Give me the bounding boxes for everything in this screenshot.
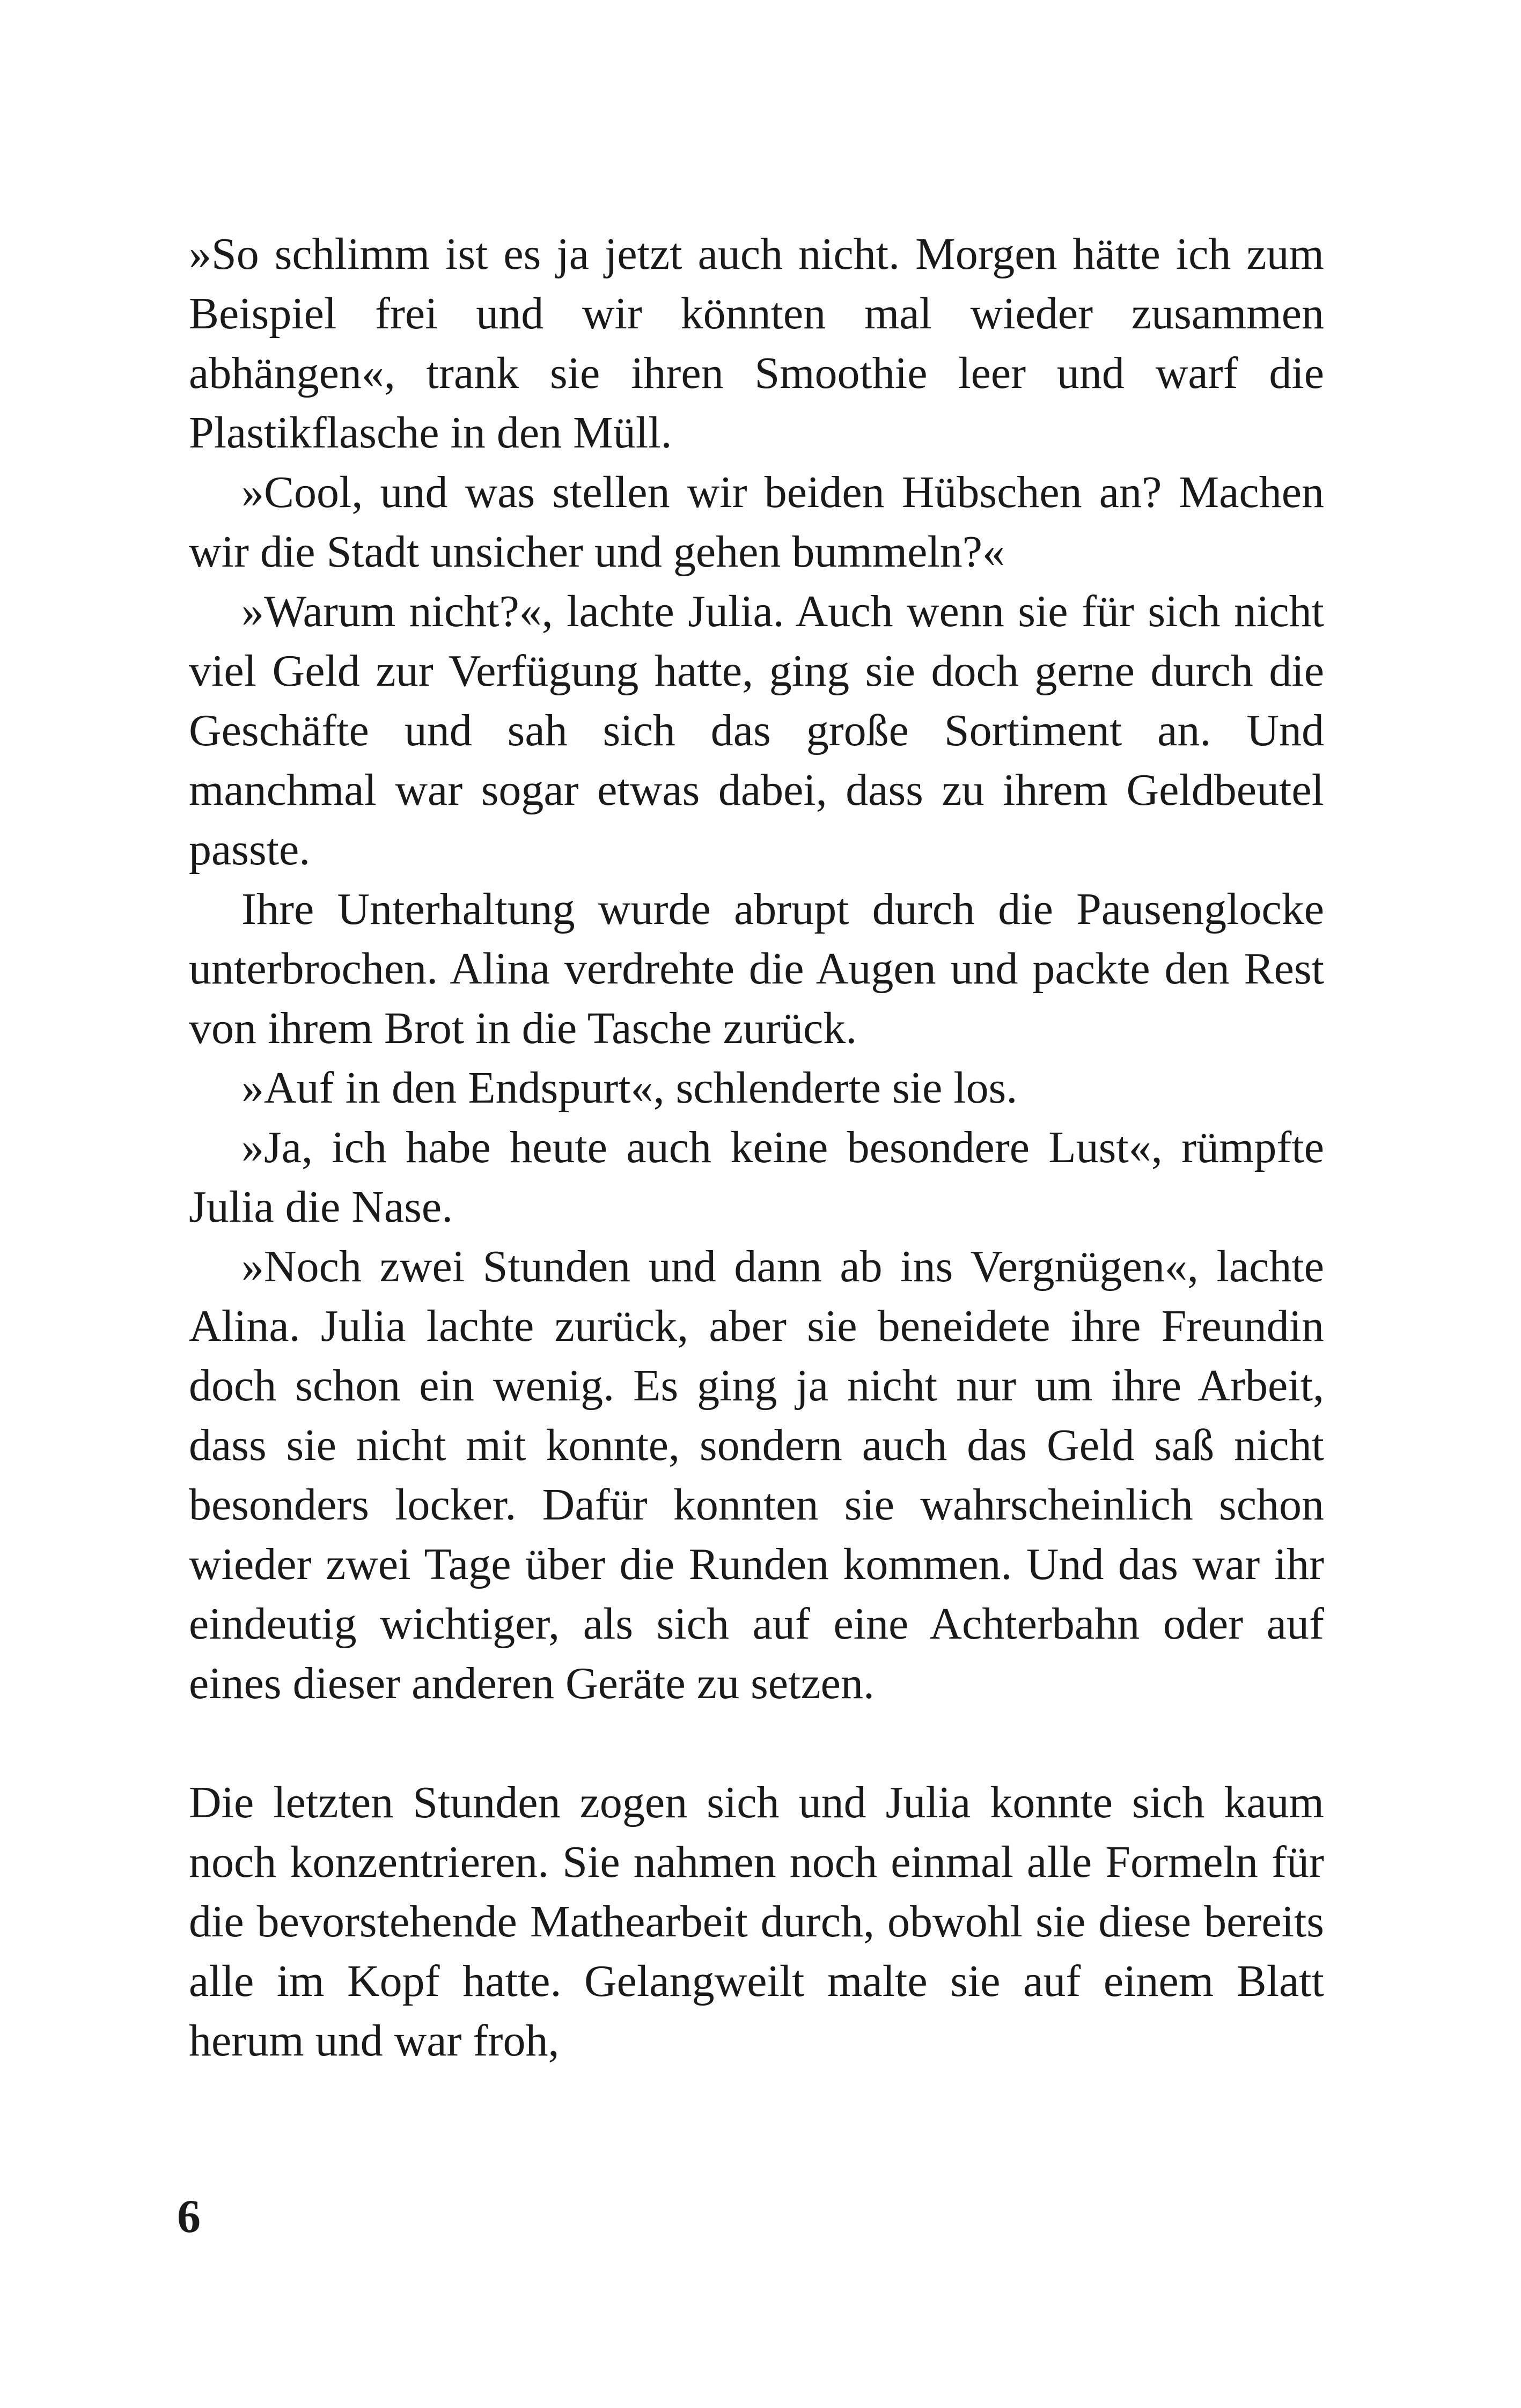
paragraph: Ihre Unterhaltung wurde abrupt durch die Pausenglocke unterbrochen. Alina verdrehte die Augen und packte den Rest von ihrem Brot in die Tasche zurück. bbox=[189, 884, 1324, 1053]
body-text bbox=[189, 224, 1324, 2071]
paragraph: Die letzten Stunden zogen sich und Julia konnte sich kaum noch konzentrieren. Sie nahmen noch einmal alle Formeln für die bevorstehende Mathearbeit durch, obwohl sie diese bereits alle im Kopf hatte. Gelangweilt malte sie auf einem Blatt herum und war froh, bbox=[189, 1778, 1324, 2066]
paragraph: »Cool, und was stellen wir beiden Hübschen an? Machen wir die Stadt unsicher und gehen bummeln?« bbox=[189, 467, 1324, 577]
page-number: 6 bbox=[177, 2191, 201, 2243]
section-break bbox=[189, 1713, 1324, 1773]
paragraph: »So schlimm ist es ja jetzt auch nicht. Morgen hätte ich zum Beispiel frei und wir könnten mal wieder zusammen abhängen«, trank sie ihren Smoothie leer und warf die Plastikflasche in den Müll. bbox=[189, 229, 1324, 458]
paragraph: »Noch zwei Stunden und dann ab ins Vergnügen«, lachte Alina. Julia lachte zurück, aber sie beneidete ihre Freundin doch schon ein wenig. Es ging ja nicht nur um ihre Arbeit, dass sie nicht mit konnte, sondern auch das Geld saß nicht besonders locker. Dafür konnten sie wahrscheinlich schon wieder zwei Tage über die Runden kommen. Und das war ihr eindeutig wichtiger, als sich auf eine Achterbahn oder auf eines dieser anderen Geräte zu setzen. bbox=[189, 1242, 1324, 1708]
paragraph: »Auf in den Endspurt«, schlenderte sie los. bbox=[241, 1063, 1018, 1113]
paragraph: »Ja, ich habe heute auch keine besondere Lust«, rümpfte Julia die Nase. bbox=[189, 1122, 1324, 1232]
paragraph: »Warum nicht?«, lachte Julia. Auch wenn sie für sich nicht viel Geld zur Verfügung hatte, ging sie doch gerne durch die Geschäfte und sah sich das große Sortiment an. Und manchmal war sogar etwas dabei, dass zu ihrem Geldbeutel passte. bbox=[189, 586, 1324, 875]
